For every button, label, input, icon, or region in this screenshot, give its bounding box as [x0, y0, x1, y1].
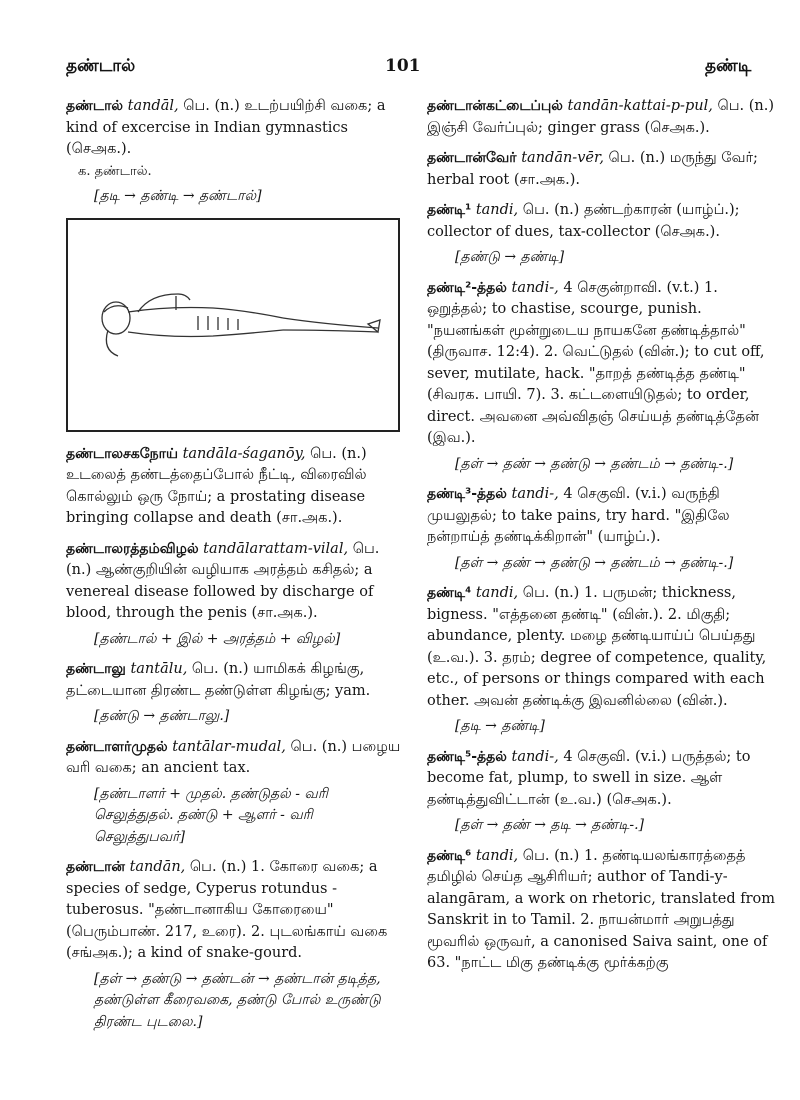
headword: தண்டாலரத்தம்விழல் — [66, 540, 199, 557]
transliteration: tandi, — [475, 585, 519, 601]
etymology: [தடி → தண்டி] — [455, 718, 545, 734]
headword: தண்டி⁴ — [427, 585, 472, 601]
transliteration: tantālar-mudal, — [172, 738, 286, 755]
transliteration: tandān-vēr, — [521, 150, 604, 166]
transliteration: tandāla-śaganōy, — [182, 445, 306, 462]
running-head-right: தண்டி — [705, 56, 752, 76]
definition: 4 செகுவி. (v.i.) பருத்தல்; to become fat, plump, to swell in size. ஆள் தண்டித்துவிட்டான் (உ.வ.) (செஅக.). — [427, 748, 751, 808]
etymology: [தள் → தண் → தண்டு → தண்டம் → தண்டி-.] — [455, 455, 734, 472]
entry-tandal — [66, 96, 406, 208]
etymology: [தண்டால் + இல் + அரத்தம் + விழல்] — [94, 630, 341, 647]
headword: தண்டான்கட்டைப்புல் — [427, 98, 563, 114]
headword: தண்டி²-த்தல் — [427, 279, 507, 296]
headword: தண்டான்வேர் — [427, 150, 517, 166]
entry-tandi-6 — [427, 846, 775, 975]
definition: பெ. (n.) உடலைத் தண்டத்தைப்போல் நீட்டி, விரைவில் கொல்லும் ஒரு நோய்; a prostating disease bringing collapse and death (சா.அக.). — [66, 445, 367, 526]
entry-tandi-1 — [427, 200, 775, 269]
gymnastics-illustration — [66, 218, 400, 432]
etymology: [தண்டாளர் + முதல். தண்டுதல் - வரி செலுத்துதல். தண்டு + ஆளர் - வரி செலுத்துபவர்] — [94, 785, 328, 845]
definition: பெ. (n.) 1. கோரை வகை; a species of sedge, Cyperus rotundus - tuberosus. "தண்டானாகிய கோரையை" (பெரும்பாண். 217, உரை). 2. புடலங்காய் வகை (சங்அக.); a kind of snake-gourd. — [66, 859, 388, 961]
entry-tandan-kattai-p-pul — [427, 96, 775, 139]
transliteration: tandi-, — [511, 486, 559, 502]
etymology: [தள் → தண் → தண்டு → தண்டம் → தண்டி-.] — [455, 554, 734, 571]
entry-tantalu — [66, 659, 406, 728]
etymology: [தண்டு → தண்டாலு.] — [94, 708, 230, 724]
definition: பெ. (n.) பழைய வரி வகை; an ancient tax. — [66, 738, 401, 776]
entry-tandalasaganoy — [66, 444, 406, 530]
page-number: 101 — [385, 56, 421, 76]
definition: பெ. (n.) யாமிகக் கிழங்கு, தட்டையான திரண்ட தண்டுள்ள கிழங்கு; yam. — [66, 661, 371, 699]
cognate: க. தண்டால். — [78, 163, 152, 179]
definition: பெ. (n.) இஞ்சி வேர்ப்புல்; ginger grass (செஅக.). — [427, 98, 774, 136]
right-column — [427, 96, 775, 984]
definition: பெ. (n.) ஆண்குறியின் வழியாக அரத்தம் கசிதல்; a venereal disease followed by discharge of blood, through the penis (சா.அக.). — [66, 540, 380, 621]
running-head-left: தண்டால் — [66, 56, 136, 76]
definition: பெ. (n.) மருந்து வேர்; herbal root (சா.அக.). — [427, 150, 758, 188]
headword: தண்டான் — [66, 859, 125, 875]
transliteration: tandāl, — [127, 98, 179, 114]
transliteration: tantālu, — [130, 661, 188, 677]
definition: பெ. (n.) 1. தண்டியலங்காரத்தைத் தமிழில் செய்த ஆசிரியர்; author of Tandi-y-alangāram, a work on rhetoric, translated from Sanskrit in to Tamil. 2. நாயன்மார் அறுபத்து மூவரில் ஒருவர், a canonised Saiva saint, one of 63. "நாட்ட மிகு தண்டிக்கு மூர்க்கற்கு — [427, 847, 775, 971]
transliteration: tandālarattam-vilal, — [203, 540, 349, 557]
transliteration: tandi-, — [511, 279, 559, 296]
etymology: [தண்டு → தண்டி] — [455, 249, 565, 265]
definition: 4 செகுவி. (v.i.) வருந்தி முயலுதல்; to take pains, try hard. "இதிலே நன்றாய்த் தண்டிக்கிறான்" (யாழ்ப்.). — [427, 486, 730, 545]
headword: தண்டாலசகநோய் — [66, 445, 178, 462]
definition: 4 செகுன்றாவி. (v.t.) 1. ஒறுத்தல்; to chastise, scourge, punish. "நயனங்கள் மூன்றுடைய நாயகனே தண்டித்தால்" (திருவாச. 12:4). 2. வெட்டுதல் (வின்.); to cut off, sever, mutilate, hack. "தாறத் தண்டித்த தண்டி" (சிவரக. பாயி. 7). 3. கட்டளையிடுதல்; to order, direct. அவனை அவ்விதஞ் செய்யத் தண்டித்தேன் (இவ.). — [427, 279, 765, 446]
transliteration: tandi-, — [511, 748, 559, 765]
entry-tantalar-mudal — [66, 737, 406, 849]
etymology: [தள் → தண்டு → தண்டன் → தண்டான் தடித்த, தண்டுள்ள கீரைவகை, தண்டு போல் உருண்டு திரண்ட புடலை.] — [94, 970, 381, 1030]
headword: தண்டி⁵-த்தல் — [427, 748, 507, 765]
headword: தண்டி⁶ — [427, 847, 472, 864]
transliteration: tandān-kattai-p-pul, — [567, 98, 713, 114]
entry-tandalarattam-vilal — [66, 539, 406, 651]
headword: தண்டாளர்முதல் — [66, 738, 168, 755]
headword: தண்டி¹ — [427, 202, 472, 218]
entry-tandan-ver — [427, 148, 775, 191]
entry-tandi-2 — [427, 278, 775, 476]
definition: பெ. (n.) உடற்பயிற்சி வகை; a kind of excercise in Indian gymnastics (செஅக.). — [66, 98, 386, 157]
left-column — [66, 96, 406, 1042]
transliteration: tandān, — [129, 859, 186, 875]
headword: தண்டால் — [66, 98, 124, 114]
headword: தண்டாலு — [66, 661, 126, 677]
transliteration: tandi, — [475, 847, 519, 864]
etymology: [தள் → தண் → தடி → தண்டி-.] — [455, 817, 645, 833]
transliteration: tandi, — [475, 202, 519, 218]
entry-tandi-4 — [427, 583, 775, 738]
definition: பெ. (n.) தண்டற்காரன் (யாழ்ப்.); collector of dues, tax-collector (செஅக.). — [427, 202, 740, 240]
entry-tandi-5 — [427, 747, 775, 837]
etymology: [தடி → தண்டி → தண்டால்] — [94, 188, 262, 204]
entry-tandi-3 — [427, 484, 775, 574]
entry-tandan — [66, 857, 406, 1033]
definition: பெ. (n.) 1. பருமன்; thickness, bigness. "எத்தனை தண்டி" (வின்.). 2. மிகுதி; abundance, plenty. மழை தண்டியாய்ப் பெய்தது (உ.வ.). 3. தரம்; degree of competence, quality, etc., of persons or things compared with each other. அவன் தண்டிக்கு இவனில்லை (வின்.). — [427, 585, 767, 709]
headword: தண்டி³-த்தல் — [427, 486, 507, 502]
